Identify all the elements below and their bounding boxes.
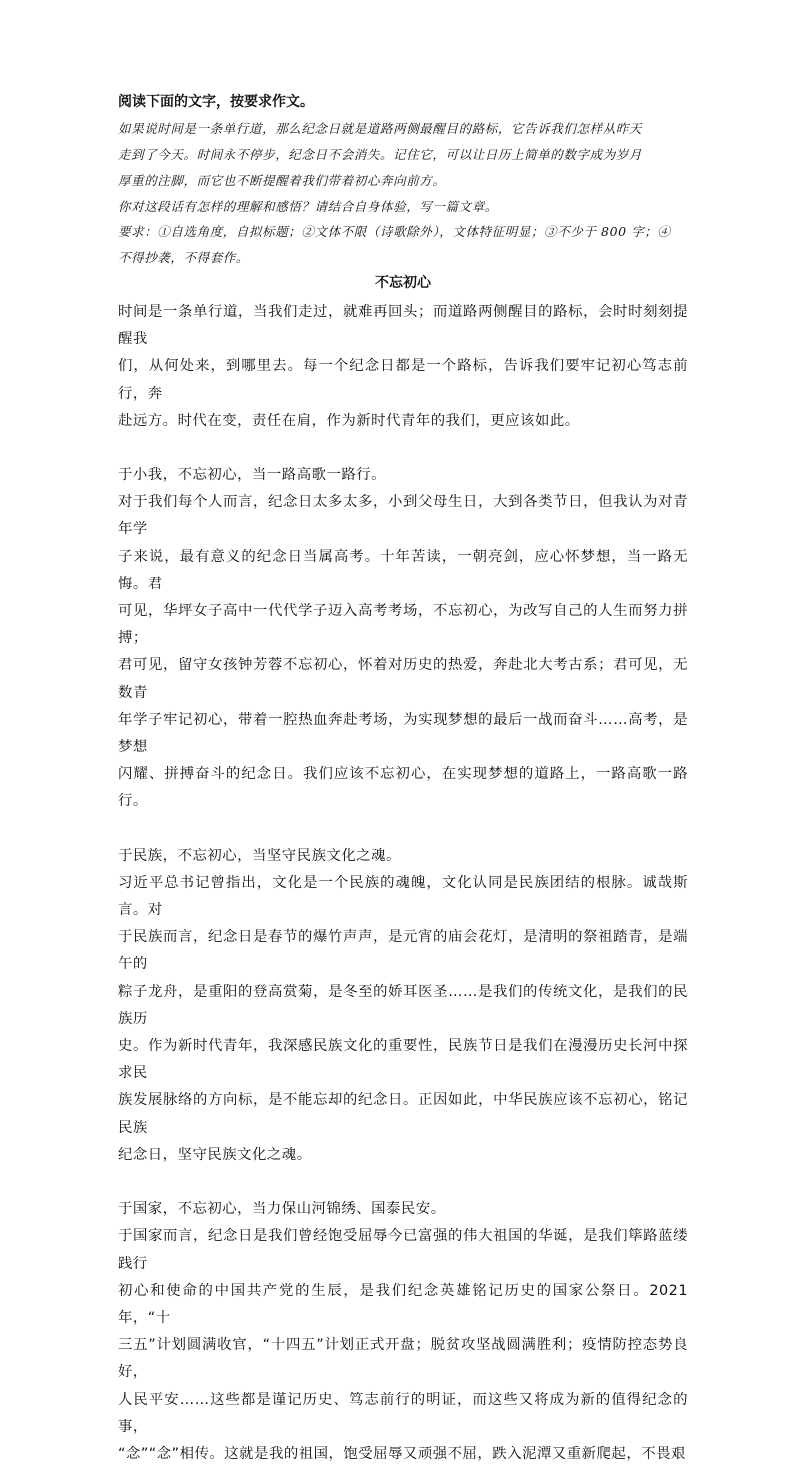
essay-line: 于民族而言，纪念日是春节的爆竹声声，是元宵的庙会花灯，是清明的祭祖踏青，是端午的 bbox=[118, 929, 688, 973]
essay-line: 时间是一条单行道，当我们走过，就难再回头；而道路两侧醒目的路标，会时时刻刻提醒我 bbox=[118, 304, 688, 348]
prompt-requirements bbox=[118, 219, 688, 271]
essay-line: “念”“念”相传。这就是我的祖国，饱受屈辱又顽强不屈，跌入泥潭又重新爬起，不畏艰 bbox=[118, 1445, 686, 1462]
prompt-material-line: 厚重的注脚，而它也不断提醒着我们带着初心奔向前方。 bbox=[118, 173, 446, 188]
essay-line: 子来说，最有意义的纪念日当属高考。十年苦读，一朝亮剑，应心怀梦想，当一路无悔。君 bbox=[118, 548, 688, 592]
essay-line: 初心和使命的中国共产党的生辰，是我们纪念英雄铭记历史的国家公祭日。2021 年，“十 bbox=[118, 1282, 688, 1326]
essay-line: 纪念日，坚守民族文化之魂。 bbox=[118, 1146, 312, 1163]
essay-line: 对于我们每个人而言，纪念日太多太多，小到父母生日，大到各类节日，但我认为对青年学 bbox=[118, 494, 688, 538]
essay-line: 君可见，留守女孩钟芳蓉不忘初心，怀着对历史的热爱，奔赴北大考古系；君可见，无数青 bbox=[118, 657, 688, 701]
paragraph-gap bbox=[118, 1169, 688, 1196]
essay-section-nation bbox=[118, 843, 688, 1169]
section-heading: 于国家，不忘初心，当力保山河锦绣、国泰民安。 bbox=[118, 1201, 446, 1218]
section-heading: 于民族，不忘初心，当坚守民族文化之魂。 bbox=[118, 847, 401, 864]
essay-line: 闪耀、拼搏奋斗的纪念日。我们应该不忘初心，在实现梦想的道路上，一路高歌一路行。 bbox=[118, 766, 688, 810]
essay-line: 族发展脉络的方向标，是不能忘却的纪念日。正因如此，中华民族应该不忘初心，铭记民族 bbox=[118, 1092, 688, 1136]
requirement-line: 不得抄袭，不得套作。 bbox=[118, 250, 250, 265]
essay-line: 可见，华坪女子高中一代代学子迈入高考考场，不忘初心，为改写自己的人生而努力拼搏； bbox=[118, 603, 688, 647]
essay-line: 赴远方。时代在变，责任在肩，作为新时代青年的我们，更应该如此。 bbox=[118, 412, 580, 429]
essay-line: 习近平总书记曾指出，文化是一个民族的魂魄，文化认同是民族团结的根脉。诚哉斯言。对 bbox=[118, 874, 688, 919]
document-page bbox=[118, 92, 688, 1468]
paragraph-gap bbox=[118, 435, 688, 462]
essay-line: 三五”计划圆满收官，“十四五”计划正式开盘；脱贫攻坚战圆满胜利；疫情防控态势良好， bbox=[118, 1337, 688, 1381]
prompt-material bbox=[118, 116, 688, 194]
prompt-heading: 阅读下面的文字，按要求作文。 bbox=[118, 94, 314, 110]
requirement-line: 要求：①自选角度，自拟标题；②文体不限（诗歌除外），文体特征明显；③不少于 800 字；④ bbox=[118, 224, 671, 239]
essay-line: 们，从何处来，到哪里去。每一个纪念日都是一个路标，告诉我们要牢记初心笃志前行，奔 bbox=[118, 358, 688, 402]
essay-line: 年学子牢记初心，带着一腔热血奔赴考场，为实现梦想的最后一战而奋斗……高考，是梦想 bbox=[118, 711, 688, 756]
prompt-material-line: 如果说时间是一条单行道，那么纪念日就是道路两侧最醒目的路标，它告诉我们怎样从昨天 bbox=[118, 121, 643, 136]
essay-intro bbox=[118, 299, 688, 435]
essay-line: 人民平安……这些都是谨记历史、笃志前行的明证，而这些又将成为新的值得纪念的事， bbox=[118, 1391, 688, 1435]
essay-line: 史。作为新时代青年，我深感民族文化的重要性，民族节日是我们在漫漫历史长河中探求民 bbox=[118, 1038, 688, 1082]
section-heading: 于小我，不忘初心，当一路高歌一路行。 bbox=[118, 467, 387, 484]
paragraph-gap bbox=[118, 816, 688, 843]
essay-section-self bbox=[118, 462, 688, 816]
prompt-material-line: 走到了今天。时间永不停步，纪念日不会消失。记住它，可以让日历上简单的数字成为岁月 bbox=[118, 147, 643, 162]
essay-title: 不忘初心 bbox=[375, 275, 431, 291]
essay-section-country bbox=[118, 1196, 688, 1468]
essay-line: 于国家而言，纪念日是我们曾经饱受屈辱今已富强的伟大祖国的华诞，是我们筚路蓝缕践行 bbox=[118, 1228, 688, 1272]
prompt-question: 你对这段话有怎样的理解和感悟？请结合自身体验，写一篇文章。 bbox=[118, 199, 498, 214]
essay-line: 粽子龙舟，是重阳的登高赏菊，是冬至的娇耳医圣……是我们的传统文化，是我们的民族历 bbox=[118, 983, 688, 1027]
